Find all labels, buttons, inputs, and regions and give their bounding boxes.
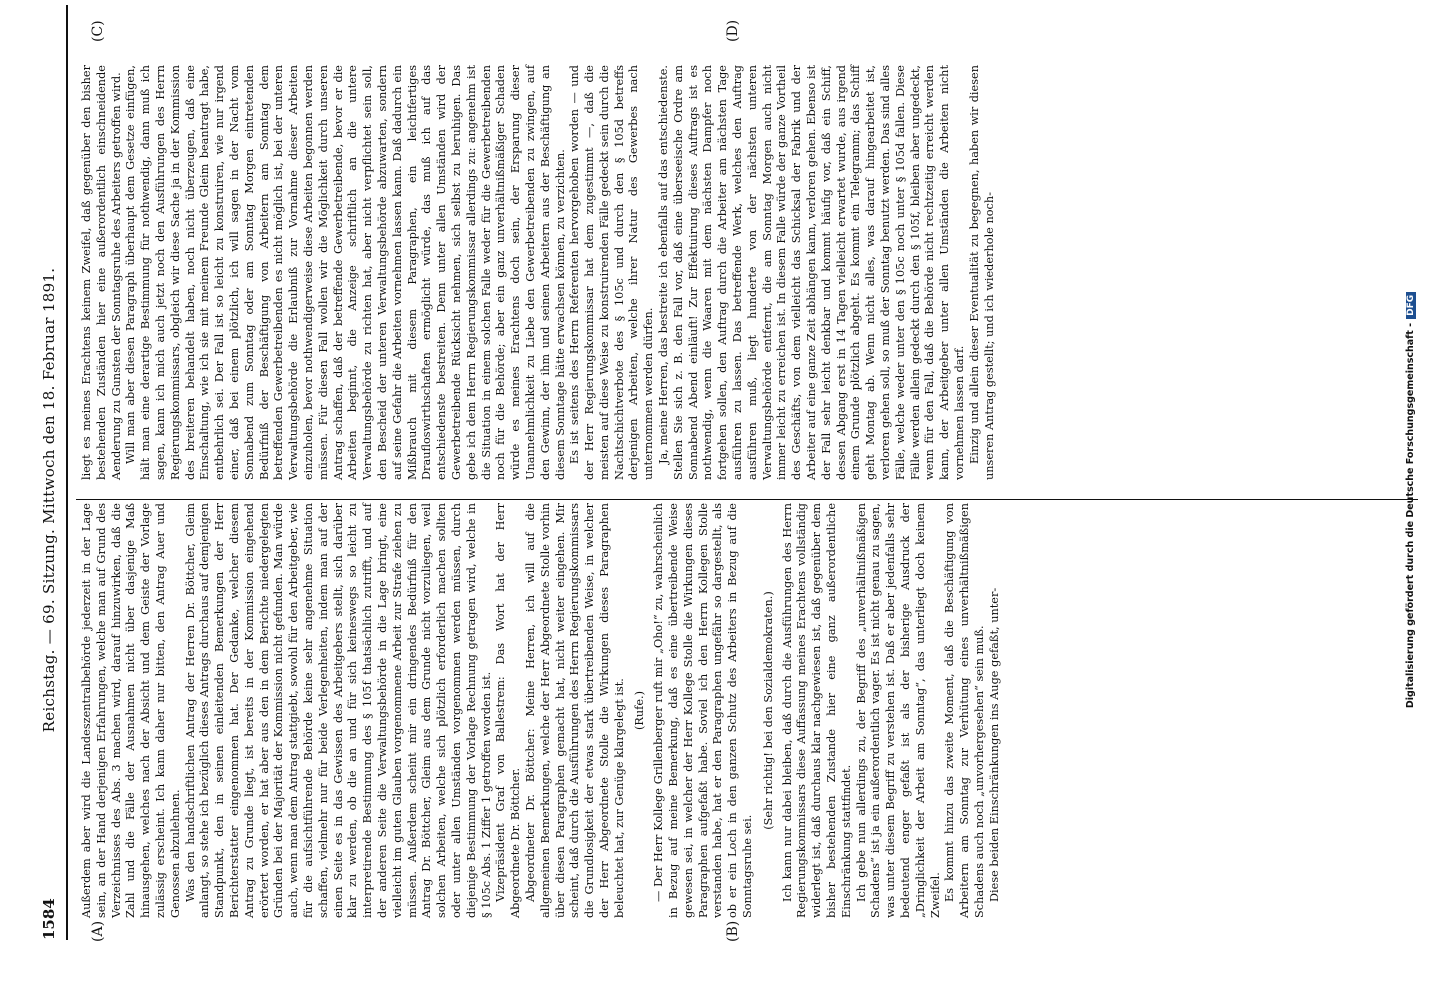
margin-marker-b: (B)	[725, 920, 741, 942]
paragraph: Diese beiden Einschränkungen ins Auge gefaßt, unter-	[987, 587, 1001, 902]
margin-marker-c: (C)	[90, 20, 106, 42]
running-header: Reichstag. — 69. Sitzung. Mittwoch den 18. Februar 1891.	[40, 267, 58, 733]
paragraph: Es kommt hinzu das zweite Moment, daß die Beschäftigung von Arbeitern am Sonntag zur Verhütung eines unverhältnißmäßigen Schadens auch noch „unvorhergesehen“ sein muß.	[943, 503, 987, 918]
paragraph: Ich gebe nun allerdings zu, der Begriff des „unverhältnißmäßigen Schadens“ ist ja ein außerordentlich vager. Es ist nicht genau zu sagen, was unter diesem Begriff zu verstehen ist. Daß er aber jedenfalls sehr bedeutend enger gefaßt ist als der bisherige Ausdruck der „Dringlichkeit der Arbeit am Sonntag“, das unterliegt doch keinem Zweifel.	[854, 503, 942, 918]
digitization-credit	[1405, 0, 1416, 1000]
left-text-column	[80, 503, 1003, 918]
paragraph: Was den handschriftlichen Antrag der Herren Dr. Böttcher, Gleim anlangt, so stehe ich bezüglich dieses Antrags durchaus auf demjenigen Standpunkt, den in seinen einleitenden Bemerkungen der Herr Berichterstatter eingenommen hat. Der Gedanke, welcher diesem Antrag zu Grunde liegt, ist bereits in der Kommission eingehend erörtert worden, er hat aber aus den in dem Berichte niedergelegten Gründen bei der Majorität der Kommission nicht gefunden. Man würde auch, wenn man dem Antrag stattgiebt, sowohl für den Arbeitgeber, wie für die aufsichtführende Behörde keine sehr angenehme Situation schaffen, vielmehr nur für beide Verlegenheiten, indem man auf der einen Seite es in das Gewissen des Arbeitgebers stellt, sich darüber klar zu werden, ob die an und für sich keineswegs so leicht zu interpretirende Bestimmung des § 105f thatsächlich zutrifft, und auf der anderen Seite die Verwaltungsbehörde in die Lage bringt, eine vielleicht im guten Glauben vorgenommene Arbeit zur Strafe ziehen zu müssen. Außerdem scheint mir ein dringendes Bedürfniß für den Antrag Dr. Böttcher, Gleim aus dem Grunde nicht vorzuliegen, weil solchen Arbeiten, welche sich plötzlich erforderlich machen sollten oder unter allen Umständen vorgenommen werden müssen, durch diejenige Bestimmung der Vorlage Rechnung getragen wird, welche in § 105c Abs. 1 Ziffer 1 getroffen worden ist.	[183, 503, 493, 918]
speaker-paragraph: Vizepräsident Graf von Ballestrem: Das Wort hat der Herr Abgeordnete Dr. Böttcher.	[494, 503, 523, 918]
paragraph: liegt es meines Erachtens keinem Zweifel, daß gegenüber den bisher bestehenden Zuständen hier eine außerordentlich einschneidende Aenderung zu Gunsten der Sonntagsruhe des Arbeiters getroffen wird.	[80, 65, 123, 480]
header-rule	[66, 5, 68, 940]
interjection: (Rufe.)	[633, 690, 647, 731]
paragraph: Einzig und allein dieser Eventualität zu begegnen, haben wir diesen unseren Antrag gestellt; und ich wiederhole noch-	[967, 65, 996, 480]
interjection: (Sehr richtig! bei den Sozialdemokraten.)	[761, 591, 775, 830]
credit-text: Digitalisierung gefördert durch die Deutsche Forschungsgemeinschaft -	[1405, 322, 1416, 709]
right-text-column	[80, 65, 997, 480]
margin-marker-d: (D)	[725, 19, 741, 42]
margin-marker-a: (A)	[90, 920, 106, 942]
paragraph: Es ist seitens des Herrn Referenten hervorgehoben worden — und der Herr Regierungskommissar hat dem zugestimmt —, daß die meisten auf diese Weise zu konstruirenden Fälle gedeckt sein durch die Nachtschichtverbote des § 105c und durch den § 105d betreffs derjenigen Arbeiten, welche ihrer Natur des Gewerbes nach unternommen werden dürfen.	[568, 65, 656, 480]
paragraph: Außerdem aber wird die Landeszentralbehörde jederzeit in der Lage sein, an der Hand derjenigen Erfahrungen, welche man auf Grund des Verzeichnisses des Abs. 3 machen wird, darauf hinzuwirken, daß die Zahl und die Fälle der Ausnahmen nicht über dasjenige Maß hinausgehen, welches nach der Absicht und dem Geiste der Vorlage zulässig erscheint. Ich kann daher nur bitten, den Antrag Auer und Genossen abzulehnen.	[80, 503, 182, 918]
column-divider	[76, 499, 1418, 500]
page-number: 1584	[40, 898, 58, 940]
speaker-paragraph: Abgeordneter Dr. Böttcher: Meine Herren, ich will auf die allgemeinen Bemerkungen, welche der Herr Abgeordnete Stolle vorhin über diesen Paragraphen gemacht hat, nicht weiter eingehen. Mir scheint, daß durch die Ausführungen des Herrn Regierungskommissars die Grundlosigkeit der etwas stark übertreibenden Weise, in welcher der Herr Abgeordnete Stolle die Wirkungen dieses Paragraphen beleuchtet hat, zur Genüge klargelegt ist.	[523, 503, 626, 918]
paragraph: Ich kann nur dabei bleiben, daß durch die Ausführungen des Herrn Regierungskommissars diese Auffassung meines Erachtens vollständig widerlegt ist, daß durchaus klar nachgewiesen ist, daß gegenüber dem bisher bestehenden Zustande hier eine ganz außerordentliche Einschränkung stattfindet.	[780, 503, 853, 918]
dfg-logo: DFG	[1406, 292, 1416, 319]
paragraph: Ja, meine Herren, das bestreite ich ebenfalls auf das entschiedenste. Stellen Sie sich z. B. den Fall vor, daß eine überseeische Ordre am Sonnabend Abend einläuft! Zur Effektuirung dieses Auftrags ist es nothwendig, wenn die Waaren mit dem nächsten Dampfer noch fortgehen sollen, den Auftrag durch die Arbeiter am nächsten Tage ausführen zu lassen. Das betreffende Werk, welches den Auftrag ausführen muß, liegt hunderte von der nächsten unteren Verwaltungsbehörde entfernt, die am Sonntag Morgen auch nicht immer leicht zu erreichen ist. In diesem Falle würde der ganze Vortheil des Geschäfts, von dem vielleicht das Schicksal der Fabrik und der Arbeiter auf eine ganze Zeit abhängen kann, verloren gehen. Ebenso ist der Fall sehr leicht denkbar und kommt häufig vor, daß ein Schiff, dessen Abgang erst in 14 Tagen vielleicht erwartet wurde, aus irgend einem Grunde plötzlich abgeht. Es kommt ein Telegramm; das Schiff geht Montag ab. Wenn nicht alles, was darauf hingearbeitet ist, verloren gehen soll, so muß der Sonntag benutzt werden. Das sind alles Fälle, welche weder unter den § 105c noch unter § 105d fallen. Diese Fälle werden allein gedeckt durch den § 105f, bleiben aber ungedeckt, wenn für den Fall, daß die Behörde nicht rechtzeitig erreicht werden kann, der Arbeitgeber unter allen Umständen die Arbeiten nicht vornehmen lassen darf.	[657, 65, 967, 480]
paragraph: Will man aber diesen Paragraph überhaupt dem Gesetze einfügen, hält man eine derartige Bestimmung für nothwendig, dann muß ich sagen, kann ich mich auch jetzt noch den Ausführungen des Herrn Regierungskommissars, obgleich wir diese Sache ja in der Kommission des breiteren behandelt haben, noch nicht überzeugen, daß eine Einschaltung, wie ich sie mit meinem Freunde Gleim beantragt habe, entbehrlich sei. Der Fall ist so leicht zu konstruiren, wie nur irgend einer, daß bei einem plötzlich, ich will sagen in der Nacht vom Sonnabend zum Sonntag oder am Sonntag Morgen eintretenden Bedürfniß der Beschäftigung von Arbeitern am Sonntag dem betreffenden Gewerbetreibenden es nicht möglich ist, bei der unteren Verwaltungsbehörde die Erlaubniß zur Vornahme dieser Arbeiten einzuholen, bevor nothwendigerweise diese Arbeiten begonnen werden müssen. Für diesen Fall wollen wir die Möglichkeit durch unseren Antrag schaffen, daß der betreffende Gewerbetreibende, bevor er die Arbeiten beginnt, die Anzeige schriftlich an die untere Verwaltungsbehörde zu richten hat, aber nicht verpflichtet sein soll, den Bescheid der unteren Verwaltungsbehörde abzuwarten, sondern auf seine Gefahr die Arbeiten vornehmen lassen kann. Daß dadurch ein Mißbrauch mit diesem Paragraphen, ein leichtfertiges Draufloswirthschaften ermöglicht würde, das muß ich auf das entschiedenste bestreiten. Denn unter allen Umständen wird der Gewerbetreibende Rücksicht nehmen, sich selbst zu beruhigen. Das gebe ich dem Herrn Regierungskommissar allerdings zu: angenehm ist die Situation in einem solchen Falle weder für die Gewerbetreibenden noch für die Behörde; aber ein ganz unverhältnißmäßiger Schaden würde es meines Erachtens doch sein, der Ersparung dieser Unannehmlichkeit zu Liebe den Gewerbetreibenden zu zwingen, auf den Gewinn, der ihm und seinen Arbeitern aus der Beschäftigung an diesem Sonntage hätte erwachsen können, zu verzichten.	[124, 65, 567, 480]
paragraph: — Der Herr Kollege Grillenberger ruft mir „Oho!“ zu, wahrscheinlich in Bezug auf meine Bemerkung, daß es eine übertreibende Weise gewesen sei, in welcher der Herr Kollege Stolle die Wirkungen dieses Paragraphen aufgefaßt habe. Soviel ich den Herrn Kollegen Stolle verstanden habe, hat er den Paragraphen ungefähr so dargestellt, als ob er ein Loch in den ganzen Schutz des Arbeiters in Bezug auf die Sonntagsruhe sei.	[652, 503, 755, 918]
